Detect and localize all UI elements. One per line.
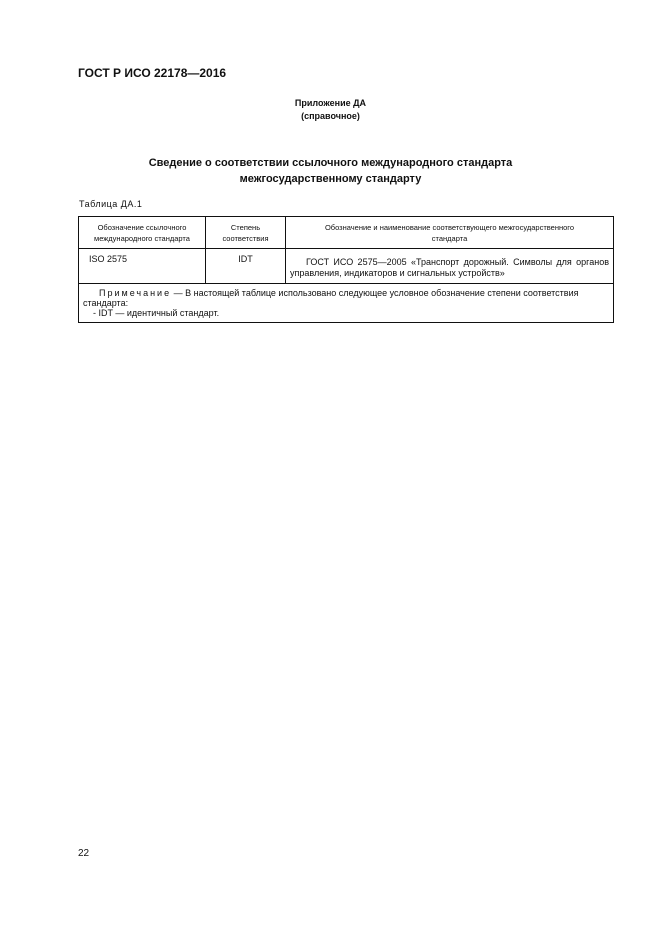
annex-title: Приложение ДА: [294, 98, 367, 108]
note-text: — В настоящей таблице использовано следующее условное обозначение степени соответствия стандарта:: [83, 288, 579, 308]
header-cell: Обозначение и наименование соответствующего межгосударственного стандарта: [286, 217, 614, 249]
note-item: - IDT — идентичный стандарт.: [93, 308, 220, 318]
table-row: [79, 249, 614, 284]
header-cell: Обозначение ссылочного международного стандарта: [79, 217, 206, 249]
section-title-line2: межгосударственному стандарту: [239, 173, 422, 185]
table-cell: ГОСТ ИСО 2575—2005 «Транспорт дорожный. Символы для органов управления, индикаторов и сигнальных устройств»: [286, 249, 614, 284]
table-header-row: [79, 217, 614, 249]
annex-subtitle: (справочное): [301, 111, 360, 121]
note-label: Примечание: [99, 288, 172, 298]
table-cell: ISO 2575: [79, 249, 206, 284]
table-cell: IDT: [206, 249, 286, 284]
header-cell: Степень соответствия: [206, 217, 286, 249]
correspondence-table: [78, 216, 614, 323]
document-code: ГОСТ Р ИСО 22178—2016: [78, 66, 227, 80]
table-note-row: [79, 284, 614, 323]
section-title: [0, 155, 661, 187]
annex-heading: [0, 97, 661, 123]
section-title-line1: Сведение о соответствии ссылочного международного стандарта: [148, 157, 513, 169]
page-number: 22: [78, 848, 90, 859]
table-note: [79, 284, 614, 323]
table-caption: Таблица ДА.1: [79, 199, 143, 209]
